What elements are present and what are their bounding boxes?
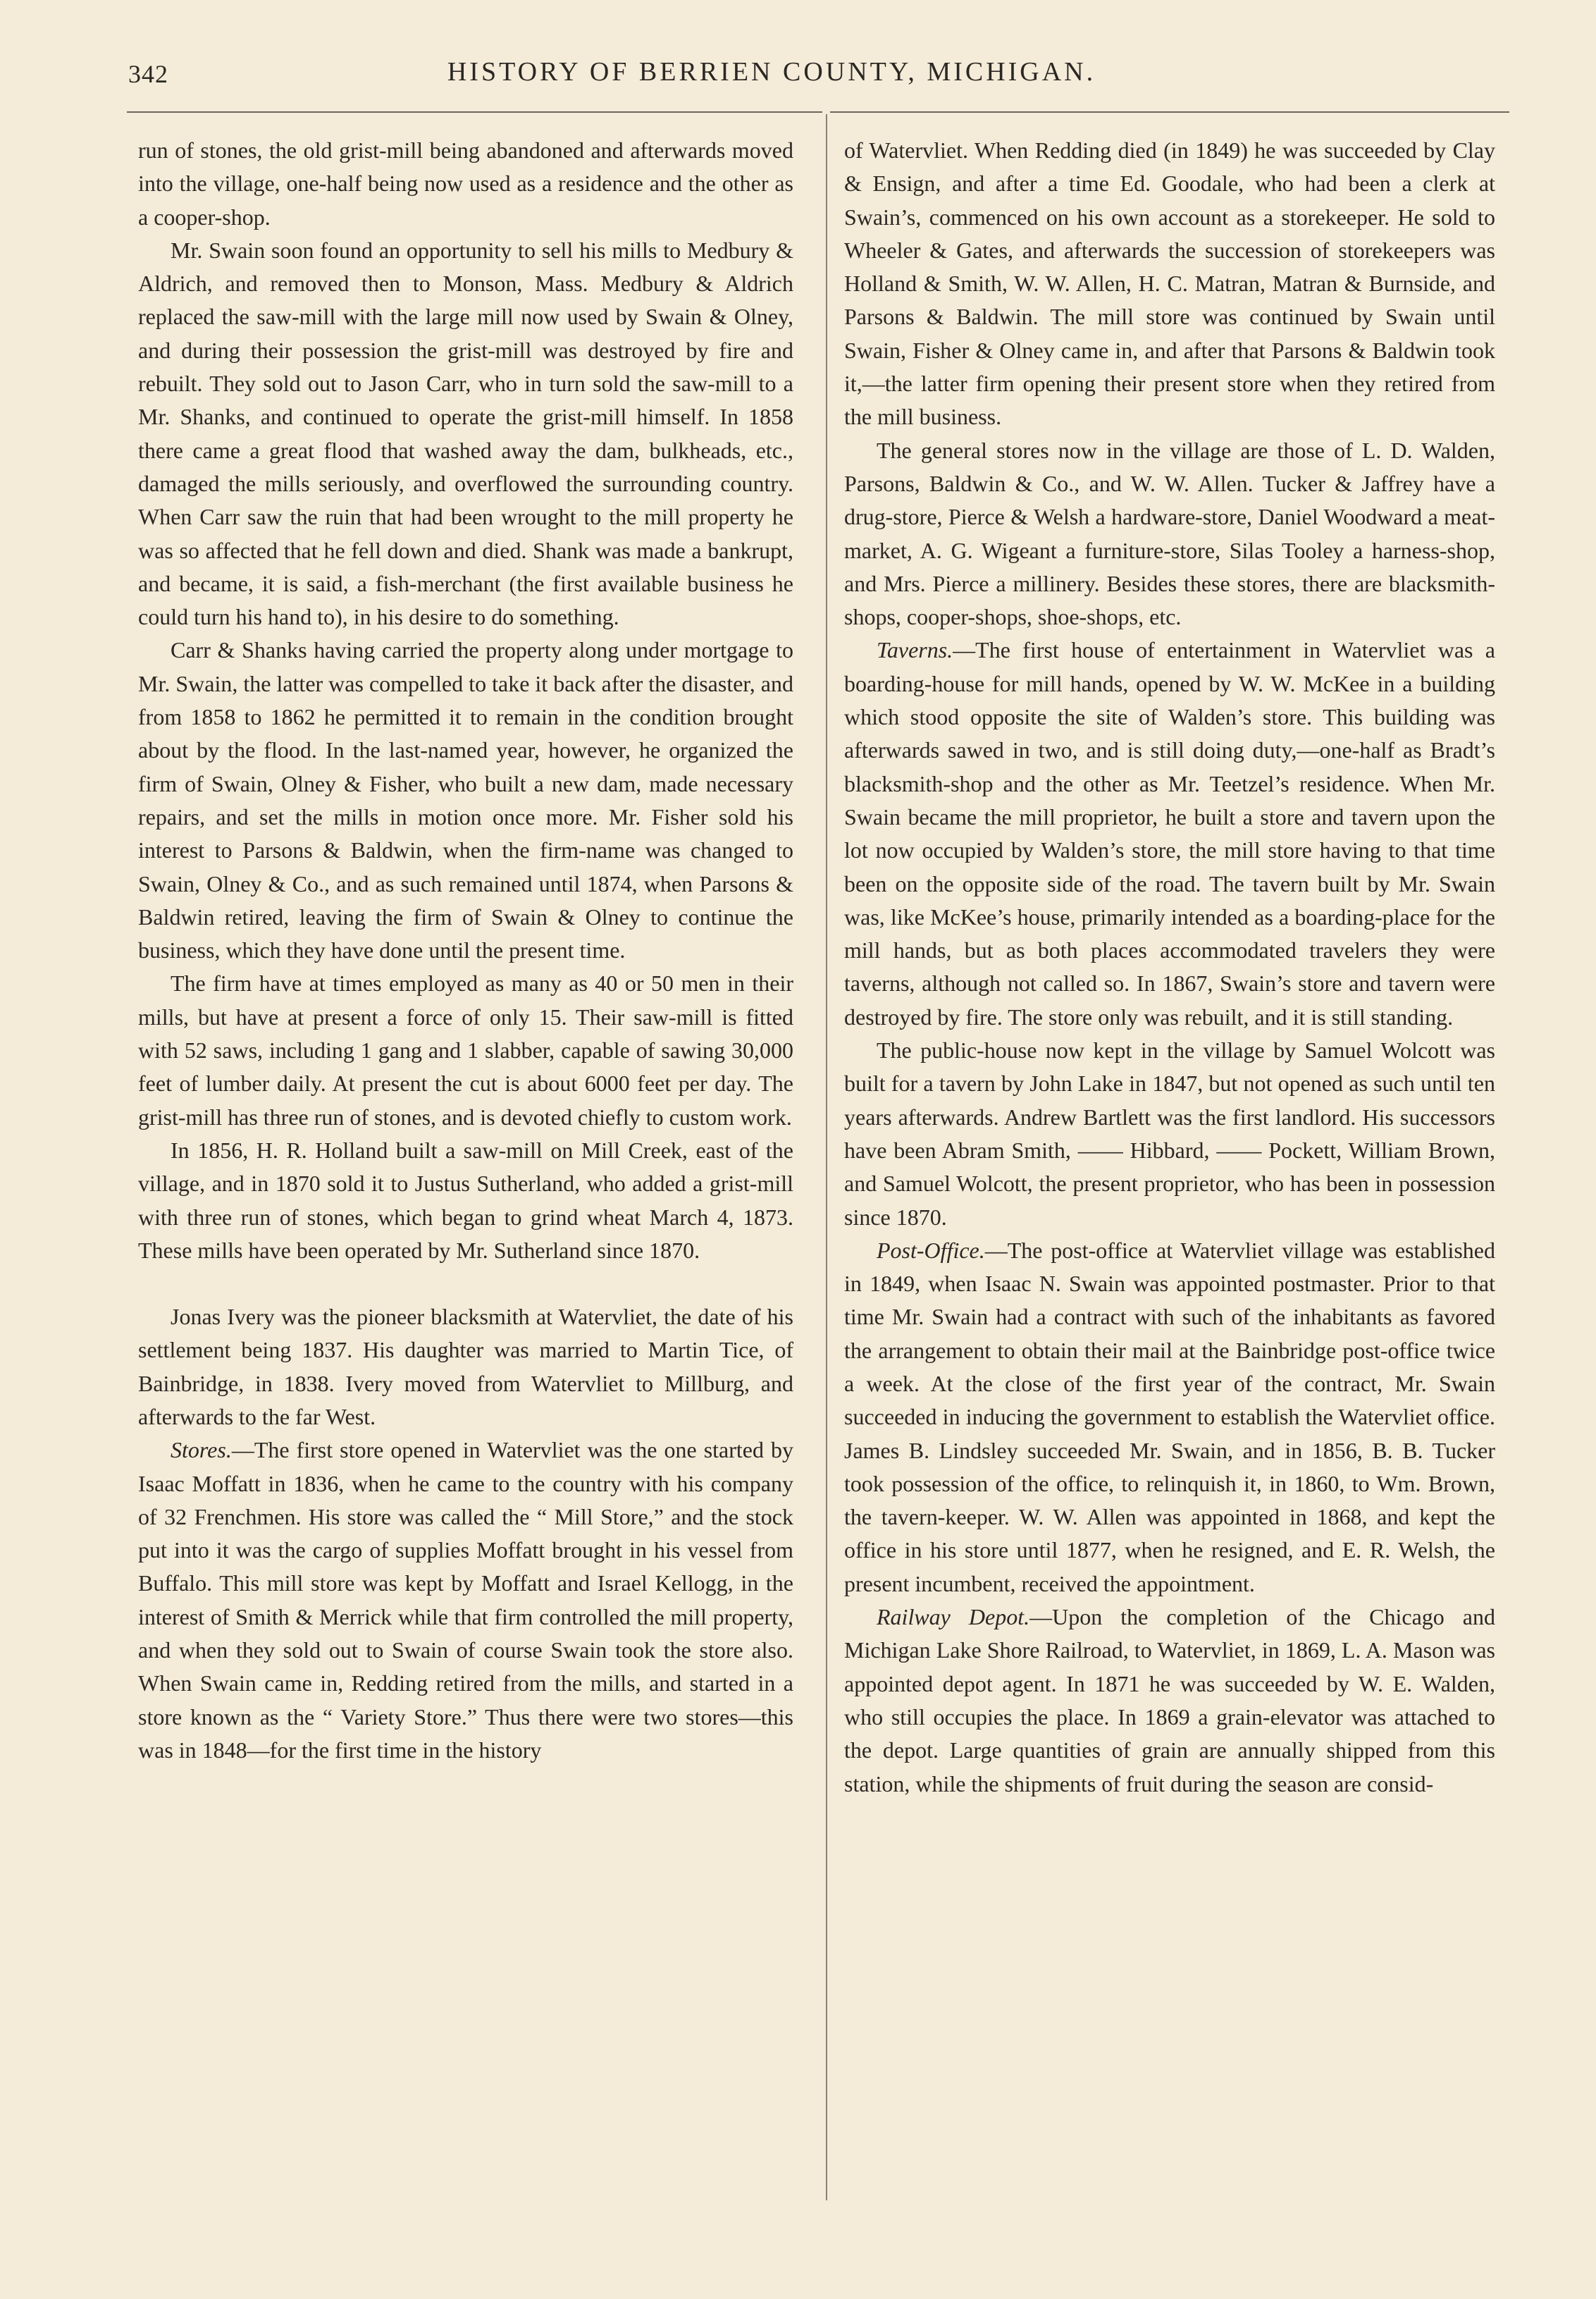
page-number: 342 <box>128 60 168 88</box>
header-rule-left <box>127 111 822 113</box>
paragraph: The general stores now in the village are those of L. D. Walden, Parsons, Baldwin & Co., and W. W. Allen. Tucker & Jaffrey have a drug-store, Pierce & Welsh a hardware-store, Daniel Woodward a meat-market, A. G. Wigeant a furniture-store, Silas Tooley a harness-shop, and Mrs. Pierce a millinery. Besides these stores, there are blacksmith-shops, cooper-shops, shoe-shops, etc. <box>844 437 1495 630</box>
section-text: —Upon the completion of the Chicago and Michigan Lake Shore Railroad, to Watervliet, in 1869, L. A. Mason was appointed depot agent. In 1871 he was succeeded by W. E. Walden, who still occupies the place. In 1869 a grain-elevator was attached to the depot. Large quantities of grain are annually shipped from this station, while the shipments of fruit during the season are consid- <box>844 1604 1496 1796</box>
paragraph: of Watervliet. When Redding died (in 1849) he was succeeded by Clay & Ensign, and after a time Ed. Goodale, who had been a clerk at Swain’s, commenced on his own account as a storekeeper. He sold to Wheeler & Gates, and afterwards the succession of storekeepers was Holland & Smith, W. W. Allen, H. C. Matran, Matran & Burnside, and Parsons & Baldwin. The mill store was continued by Swain until Swain, Fisher & Olney came in, and after that Parsons & Baldwin took it,—the latter firm opening their present store when they retired from the mill business. <box>844 137 1495 430</box>
taverns-section <box>844 634 1495 1034</box>
paragraph: Jonas Ivery was the pioneer blacksmith at Watervliet, the date of his settlement being 1837. His daughter was married to Martin Tice, of Bainbridge, in 1838. Ivery moved from Watervliet to Millburg, and afterwards to the far West. <box>138 1304 793 1429</box>
section-text: —The first house of entertainment in Watervliet was a boarding-house for mill hands, opened by W. W. McKee in a building which stood opposite the site of Walden’s store. This building was afterwards sawed in two, and is still doing duty,—one-half as Bradt’s blacksmith-shop and the other as Mr. Teetzel’s residence. When Mr. Swain became the mill proprietor, he built a store and tavern upon the lot now occupied by Walden’s store, the mill store having to that time been on the opposite side of the road. The tavern built by Mr. Swain was, like McKee’s house, primarily intended as a boarding-place for the mill hands, but as both places accommodated travelers they were taverns, although not called so. In 1867, Swain’s store and tavern were destroyed by fire. The store only was rebuilt, and it is still standing. <box>844 637 1495 1030</box>
header-rule-right <box>830 111 1509 113</box>
paragraph: Carr & Shanks having carried the property along under mortgage to Mr. Swain, the latter was compelled to take it back after the disaster, and from 1858 to 1862 he permitted it to remain in the condition brought about by the flood. In the last-named year, however, he organized the firm of Swain, Olney & Fisher, who built a new dam, made necessary repairs, and set the mills in motion once more. Mr. Fisher sold his interest to Parsons & Baldwin, when the firm-name was changed to Swain, Olney & Co., and as such remained until 1874, when Parsons & Baldwin retired, leaving the firm of Swain & Olney to continue the business, which they have done until the present time. <box>138 637 793 963</box>
running-head: HISTORY OF BERRIEN COUNTY, MICHIGAN. <box>447 57 1096 87</box>
paragraph: The firm have at times employed as many as 40 or 50 men in their mills, but have at present a force of only 15. Their saw-mill is fitted with 52 saws, including 1 gang and 1 slabber, capable of sawing 30,000 feet of lumber daily. At present the cut is about 6000 feet per day. The grist-mill has three run of stones, and is devoted chiefly to custom work. <box>138 970 793 1130</box>
paragraph: In 1856, H. R. Holland built a saw-mill on Mill Creek, east of the village, and in 1870 sold it to Justus Sutherland, who added a grist-mill with three run of stones, which began to grind wheat March 4, 1873. These mills have been operated by Mr. Sutherland since 1870. <box>138 1137 793 1263</box>
paragraph: run of stones, the old grist-mill being abandoned and afterwards moved into the village, one-half being now used as a residence and the other as a cooper-shop. <box>138 137 793 230</box>
section-heading-taverns: Taverns. <box>877 637 953 663</box>
column-divider <box>826 114 827 2200</box>
section-break <box>138 1267 793 1300</box>
stores-section <box>138 1434 793 1767</box>
left-column <box>138 134 793 1767</box>
paragraph: The public-house now kept in the village by Samuel Wolcott was built for a tavern by John Lake in 1847, but not opened as such until ten years afterwards. Andrew Bartlett was the first landlord. His successors have been Abram Smith, —— Hibbard, —— Pockett, William Brown, and Samuel Wolcott, the present proprietor, who has been in possession since 1870. <box>844 1037 1495 1230</box>
section-heading-railway-depot: Railway Depot. <box>877 1604 1030 1630</box>
paragraph: Mr. Swain soon found an opportunity to sell his mills to Medbury & Aldrich, and removed then to Monson, Mass. Medbury & Aldrich replaced the saw-mill with the large mill now used by Swain & Olney, and during their possession the grist-mill was destroyed by fire and rebuilt. They sold out to Jason Carr, who in turn sold the saw-mill to a Mr. Shanks, and continued to operate the grist-mill himself. In 1858 there came a great flood that washed away the dam, bulkheads, etc., damaged the mills seriously, and overflowed the surrounding country. When Carr saw the ruin that had been wrought to the mill property he was so affected that he fell down and died. Shank was made a bankrupt, and became, it is said, a fish-merchant (the first available business he could turn his hand to), in his desire to do something. <box>138 237 793 630</box>
section-text: —The first store opened in Watervliet was the one started by Isaac Moffatt in 1836, when he came to the country with his company of 32 Frenchmen. His store was called the “ Mill Store,” and the stock put into it was the cargo of supplies Moffatt brought in his vessel from Buffalo. This mill store was kept by Moffatt and Israel Kellogg, in the interest of Smith & Merrick while that firm controlled the mill property, and when they sold out to Swain of course Swain took the store also. When Swain came in, Redding retired from the mills, and started in a store known as the “ Variety Store.” Thus there were two stores—this was in 1848—for the first time in the history <box>138 1437 793 1763</box>
right-column <box>844 134 1495 1801</box>
railway-depot-section <box>844 1601 1495 1801</box>
post-office-section <box>844 1234 1495 1601</box>
section-heading-post-office: Post-Office. <box>877 1237 985 1263</box>
section-text: —The post-office at Watervliet village was established in 1849, when Isaac N. Swain was appointed postmaster. Prior to that time Mr. Swain had a contract with such of the inhabitants as favored the arrangement to obtain their mail at the Bainbridge post-office twice a week. At the close of the first year of the contract, Mr. Swain succeeded in inducing the government to establish the Watervliet office. James B. Lindsley succeeded Mr. Swain, and in 1856, B. B. Tucker took possession of the office, to relinquish it, in 1860, to Wm. Brown, the tavern-keeper. W. W. Allen was appointed in 1868, and kept the office in his store until 1877, when he resigned, and E. R. Welsh, the present incumbent, received the appointment. <box>844 1237 1495 1596</box>
section-heading-stores: Stores. <box>171 1437 232 1463</box>
